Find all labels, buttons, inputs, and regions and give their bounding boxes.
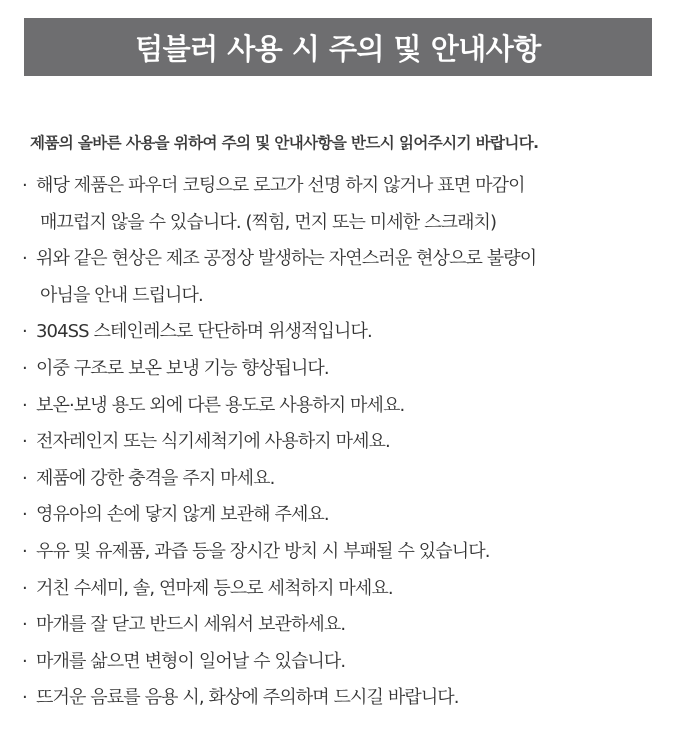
caution-text: 위와 같은 현상은 제조 공정상 발생하는 자연스러운 현상으로 불량이 [36, 248, 537, 270]
caution-text: 304SS 스테인레스로 단단하며 위생적입니다. [36, 321, 372, 343]
bullet: · [22, 467, 27, 489]
bullet: · [22, 248, 27, 270]
caution-text: 전자레인지 또는 식기세척기에 사용하지 마세요. [36, 431, 390, 453]
caution-item-8 [22, 497, 536, 534]
caution-item-7 [22, 461, 536, 498]
bullet: · [22, 540, 27, 562]
caution-text: 영유아의 손에 닿지 않게 보관해 주세요. [36, 504, 329, 526]
intro-notice: 제품의 올바른 사용을 위하여 주의 및 안내사항을 반드시 읽어주시기 바랍니다. [30, 134, 539, 152]
caution-item-3 [22, 314, 536, 351]
caution-item-12 [22, 644, 536, 681]
caution-text: 마개를 삶으면 변형이 일어날 수 있습니다. [36, 650, 346, 672]
caution-item-11 [22, 607, 536, 644]
caution-item-9 [22, 534, 536, 571]
bullet: · [22, 394, 27, 416]
page-title: 텀블러 사용 시 주의 및 안내사항 [135, 31, 541, 66]
bullet: · [22, 357, 27, 379]
caution-text: 이중 구조로 보온 보냉 기능 향상됩니다. [36, 357, 329, 379]
caution-item-2 [22, 241, 536, 314]
title-banner [24, 18, 652, 76]
caution-text: 보온·보냉 용도 외에 다른 용도로 사용하지 마세요. [36, 394, 405, 416]
caution-item-13 [22, 680, 536, 717]
caution-item-10 [22, 571, 536, 608]
bullet: · [22, 614, 27, 636]
caution-text-continued: 매끄럽지 않을 수 있습니다. (찍힘, 먼지 또는 미세한 스크래치) [40, 211, 497, 233]
bullet: · [22, 321, 27, 343]
caution-item-6 [22, 424, 536, 461]
caution-text: 제품에 강한 충격을 주지 마세요. [36, 467, 275, 489]
caution-text-continued: 아님을 안내 드립니다. [40, 284, 203, 306]
caution-text: 뜨거운 음료를 음용 시, 화상에 주의하며 드시길 바랍니다. [36, 687, 459, 709]
caution-text: 우유 및 유제품, 과즙 등을 장시간 방치 시 부패될 수 있습니다. [36, 540, 490, 562]
caution-text: 거친 수세미, 솔, 연마제 등으로 세척하지 마세요. [36, 577, 393, 599]
bullet: · [22, 577, 27, 599]
caution-text: 마개를 잘 닫고 반드시 세워서 보관하세요. [36, 614, 346, 636]
bullet: · [22, 175, 27, 196]
caution-item-5 [22, 388, 536, 425]
caution-item-1 [22, 168, 536, 241]
caution-text: 해당 제품은 파우더 코팅으로 로고가 선명 하지 않거나 표면 마감이 [36, 175, 525, 196]
bullet: · [22, 431, 27, 453]
caution-list [22, 168, 536, 717]
caution-item-4 [22, 351, 536, 388]
bullet: · [22, 650, 27, 672]
bullet: · [22, 687, 27, 709]
bullet: · [22, 504, 27, 526]
